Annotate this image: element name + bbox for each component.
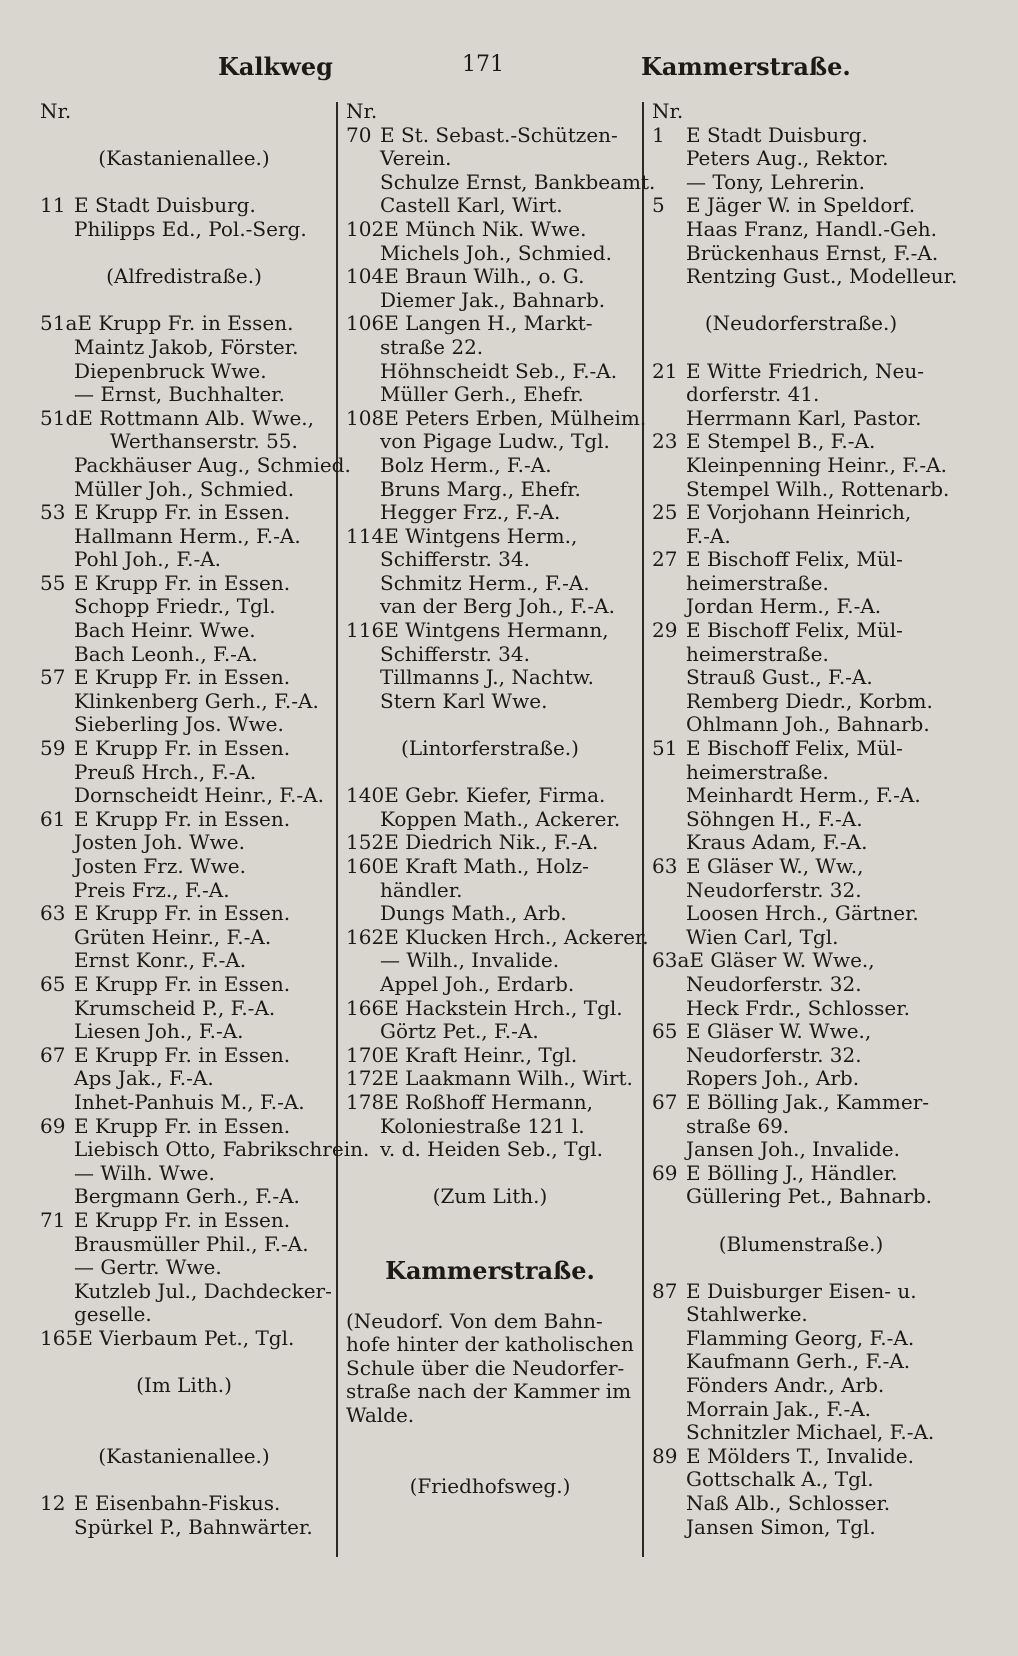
street-description: Walde.	[346, 1403, 415, 1428]
house-number: 61	[40, 806, 66, 831]
entry-text: E Gläser W. Wwe.,	[689, 948, 875, 973]
resident-line: Krumscheid P., F.-A.	[74, 995, 276, 1020]
house-entry	[40, 902, 328, 926]
house-number: 104	[346, 264, 385, 289]
entry-text: E Klucken Hrch., Ackerer.	[384, 924, 649, 949]
resident-line: Stahlwerke.	[686, 1302, 808, 1327]
resident-line: — Ernst, Buchhalter.	[74, 382, 285, 407]
entry-text: E Peters Erben, Mülheim.	[384, 405, 647, 430]
resident-line: Koloniestraße 121 l.	[380, 1113, 585, 1138]
resident-line: Maintz Jakob, Förster.	[74, 334, 299, 359]
house-number: 23	[652, 429, 678, 454]
house-number: 89	[652, 1443, 678, 1468]
resident-line: Bach Heinr. Wwe.	[74, 618, 256, 643]
entry-text: E Bölling J., Händler.	[686, 1160, 898, 1185]
resident-line: straße 22.	[380, 334, 484, 359]
entry-text: E Krupp Fr. in Essen.	[74, 806, 291, 831]
resident-line: Koppen Math., Ackerer.	[380, 806, 621, 831]
house-number: 172	[346, 1066, 385, 1091]
house-number: 51d	[40, 405, 79, 430]
entry-text: E Vierbaum Pet., Tgl.	[78, 1325, 295, 1350]
spacer	[652, 336, 950, 360]
column-heading: Nr.	[346, 99, 378, 123]
resident-line: Pohl Joh., F.-A.	[74, 547, 222, 572]
house-number: 165	[40, 1325, 79, 1350]
resident-line: Morrain Jak., F.-A.	[686, 1396, 872, 1421]
resident-line: Heck Frdr., Schlosser.	[686, 995, 910, 1020]
house-entry	[40, 973, 328, 997]
running-head-right: Kammerstraße.	[641, 52, 851, 81]
street-section-heading: (Lintorferstraße.)	[401, 736, 579, 761]
entry-text: E Stempel B., F.-A.	[686, 429, 876, 454]
resident-line: v. d. Heiden Seb., Tgl.	[380, 1137, 604, 1162]
entry-text: E Wintgens Hermann,	[384, 618, 609, 643]
house-number: 25	[652, 500, 678, 525]
entry-text: E Krupp Fr. in Essen.	[74, 901, 291, 926]
resident-line: Wien Carl, Tgl.	[686, 924, 839, 949]
entry-text: E Krupp Fr. in Essen.	[74, 1042, 291, 1067]
house-entry	[346, 784, 634, 808]
column-divider	[642, 102, 644, 1557]
resident-line: Stern Karl Wwe.	[380, 688, 548, 713]
house-number: 67	[40, 1042, 66, 1067]
house-entry	[40, 194, 328, 218]
resident-line: — Tony, Lehrerin.	[686, 169, 866, 194]
resident-line: Michels Joh., Schmied.	[380, 240, 612, 265]
house-entry	[652, 1020, 950, 1044]
house-entry	[40, 1209, 328, 1233]
resident-line: Herrmann Karl, Pastor.	[686, 405, 922, 430]
house-number: 87	[652, 1278, 678, 1303]
house-entry	[346, 924, 649, 950]
house-entry	[652, 194, 950, 218]
resident-line: Klinkenberg Gerh., F.-A.	[74, 688, 319, 713]
resident-line: Peters Aug., Rektor.	[686, 146, 889, 171]
house-number: 67	[652, 1089, 678, 1114]
house-entry	[652, 737, 950, 761]
resident-line: Philipps Ed., Pol.-Serg.	[74, 216, 307, 241]
resident-line: Höhnscheidt Seb., F.-A.	[380, 358, 618, 383]
house-entry	[40, 407, 328, 431]
entry-text: E Laakmann Wilh., Wirt.	[384, 1066, 633, 1091]
entry-text: E Krupp Fr. in Essen.	[74, 736, 291, 761]
house-entry	[40, 312, 328, 336]
resident-line: Gottschalk A., Tgl.	[686, 1467, 874, 1492]
resident-line: Schulze Ernst, Bankbeamt.	[380, 169, 656, 194]
house-entry	[652, 619, 950, 643]
entry-text: E Braun Wilh., o. G.	[384, 264, 585, 289]
resident-line: Liesen Joh., F.-A.	[74, 1019, 244, 1044]
house-entry	[652, 430, 950, 454]
house-entry	[652, 548, 950, 572]
house-number: 21	[652, 358, 678, 383]
entry-text: E Bischoff Felix, Mül-	[686, 618, 903, 643]
house-number: 65	[652, 1019, 678, 1044]
resident-line: Schifferstr. 34.	[380, 641, 530, 666]
resident-line: geselle.	[74, 1302, 152, 1327]
resident-line: Müller Joh., Schmied.	[74, 476, 295, 501]
resident-line: Jansen Joh., Invalide.	[686, 1137, 900, 1162]
street-description: (Neudorf. Von dem Bahn-	[346, 1308, 603, 1333]
entry-text: E Bölling Jak., Kammer-	[686, 1089, 930, 1114]
house-number: 106	[346, 311, 385, 336]
house-entry	[346, 855, 634, 879]
entry-text: E Stadt Duisburg.	[686, 122, 868, 147]
spacer	[652, 289, 950, 313]
resident-line: Bergmann Gerh., F.-A.	[74, 1184, 300, 1209]
resident-line: dorferstr. 41.	[686, 382, 820, 407]
column-heading: Nr.	[652, 99, 684, 123]
continuation-line: Werthanserstr. 55.	[110, 429, 298, 454]
resident-line: heimerstraße.	[686, 570, 829, 595]
resident-line: Schifferstr. 34.	[380, 547, 530, 572]
house-number: 69	[652, 1160, 678, 1185]
spacer	[346, 713, 634, 737]
entry-text: E Wintgens Herm.,	[384, 523, 578, 548]
resident-line: Kleinpenning Heinr., F.-A.	[686, 452, 947, 477]
house-entry	[346, 619, 634, 643]
entry-text: E Roßhoff Hermann,	[384, 1089, 593, 1114]
resident-line: Inhet-Panhuis M., F.-A.	[74, 1089, 305, 1114]
house-entry	[652, 501, 950, 525]
column-2	[346, 99, 656, 1498]
spacer	[346, 1209, 634, 1233]
spacer	[40, 1398, 328, 1422]
house-entry	[40, 666, 328, 690]
resident-line: Preis Frz., F.-A.	[74, 877, 230, 902]
resident-line: Flamming Georg, F.-A.	[686, 1325, 915, 1350]
street-section-heading: (Kastanienallee.)	[98, 146, 270, 171]
house-entry	[346, 1067, 634, 1091]
resident-line: Ohlmann Joh., Bahnarb.	[686, 712, 930, 737]
resident-line: Brausmüller Phil., F.-A.	[74, 1231, 309, 1256]
house-entry	[346, 124, 634, 148]
resident-line: Kaufmann Gerh., F.-A.	[686, 1349, 911, 1374]
house-number: 27	[652, 547, 678, 572]
resident-line: Grüten Heinr., F.-A.	[74, 924, 272, 949]
column-heading: Nr.	[40, 99, 72, 123]
resident-line: Diepenbruck Wwe.	[74, 358, 267, 383]
entry-text: E Stadt Duisburg.	[74, 193, 256, 218]
resident-line: Neudorferstr. 32.	[686, 971, 862, 996]
resident-line: Stempel Wilh., Rottenarb.	[686, 476, 950, 501]
resident-line: Sieberling Jos. Wwe.	[74, 712, 284, 737]
resident-line: Kraus Adam, F.-A.	[686, 830, 868, 855]
resident-line: Dungs Math., Arb.	[380, 901, 567, 926]
street-section-heading: (Neudorferstraße.)	[704, 311, 898, 336]
entry-text: E Eisenbahn-Fiskus.	[74, 1491, 281, 1516]
house-entry	[40, 501, 328, 525]
resident-line: Ropers Joh., Arb.	[686, 1066, 860, 1091]
resident-line: Güllering Pet., Bahnarb.	[686, 1184, 933, 1209]
spacer	[346, 1233, 634, 1257]
house-number: 102	[346, 216, 385, 241]
street-section-heading: (Im Lith.)	[136, 1373, 232, 1398]
house-number: 160	[346, 854, 385, 878]
house-number: 108	[346, 405, 385, 430]
house-number: 1	[652, 122, 665, 147]
resident-line: Dornscheidt Heinr., F.-A.	[74, 783, 324, 808]
street-section-heading: (Friedhofsweg.)	[409, 1473, 571, 1498]
house-number: 63	[40, 901, 66, 926]
house-number: 170	[346, 1042, 385, 1067]
spacer	[40, 289, 328, 313]
house-entry	[652, 1091, 950, 1115]
resident-line: Meinhardt Herm., F.-A.	[686, 783, 921, 808]
entry-text: E Krupp Fr. in Essen.	[74, 665, 291, 690]
house-entry	[346, 831, 634, 855]
entry-text: E Jäger W. in Speldorf.	[686, 193, 916, 218]
resident-line: händler.	[380, 877, 463, 902]
house-entry	[40, 737, 328, 761]
resident-line: Hallmann Herm., F.-A.	[74, 523, 301, 548]
spacer	[40, 1350, 328, 1374]
street-description: straße nach der Kammer im	[346, 1379, 632, 1404]
street-description: Schule über die Neudorfer-	[346, 1355, 625, 1380]
entry-text: E Diedrich Nik., F.-A.	[384, 830, 599, 855]
resident-line: Neudorferstr. 32.	[686, 1042, 862, 1067]
house-entry	[652, 949, 950, 973]
resident-line: Verein.	[380, 146, 452, 171]
resident-line: Spürkel P., Bahnwärter.	[74, 1514, 313, 1539]
resident-line: Preuß Hrch., F.-A.	[74, 759, 257, 784]
street-section-heading: (Zum Lith.)	[432, 1184, 548, 1209]
resident-line: Josten Joh. Wwe.	[74, 830, 245, 855]
house-number: 152	[346, 830, 385, 855]
resident-line: — Wilh., Invalide.	[380, 948, 560, 973]
entry-text: E Mölders T., Invalide.	[686, 1443, 914, 1468]
house-number: 65	[40, 971, 66, 996]
resident-line: Neudorferstr. 32.	[686, 877, 862, 902]
resident-line: Aps Jak., F.-A.	[74, 1066, 214, 1091]
resident-line: von Pigage Ludw., Tgl.	[380, 429, 610, 454]
entry-text: E Krupp Fr. in Essen.	[74, 570, 291, 595]
house-number: 70	[346, 122, 372, 147]
house-entry	[40, 1327, 328, 1351]
house-number: 166	[346, 995, 385, 1020]
resident-line: Remberg Diedr., Korbm.	[686, 688, 933, 713]
house-number: 178	[346, 1089, 385, 1114]
entry-text: E Krupp Fr. in Essen.	[77, 311, 294, 336]
house-number: 29	[652, 618, 678, 643]
page-header	[0, 48, 1018, 88]
entry-text: E Krupp Fr. in Essen.	[74, 1207, 291, 1232]
resident-line: Naß Alb., Schlosser.	[686, 1491, 891, 1516]
house-number: 63	[652, 854, 678, 878]
entry-text: E Krupp Fr. in Essen.	[74, 971, 291, 996]
resident-line: Jansen Simon, Tgl.	[686, 1514, 876, 1539]
house-entry	[346, 997, 634, 1021]
house-entry	[346, 405, 647, 431]
resident-line: Bruns Marg., Ehefr.	[380, 476, 581, 501]
house-number: 5	[652, 193, 665, 218]
resident-line: Bolz Herm., F.-A.	[380, 452, 552, 477]
resident-line: Kutzleb Jul., Dachdecker-	[74, 1278, 332, 1303]
entry-text: E Duisburger Eisen- u.	[686, 1278, 917, 1303]
resident-line: Packhäuser Aug., Schmied.	[74, 452, 351, 477]
entry-text: E Münch Nik. Wwe.	[384, 216, 587, 241]
resident-line: Rentzing Gust., Modelleur.	[686, 264, 958, 289]
spacer	[346, 761, 634, 785]
entry-text: E Gebr. Kiefer, Firma.	[384, 783, 606, 808]
spacer	[652, 1256, 950, 1280]
resident-line: Bach Leonh., F.-A.	[74, 641, 258, 666]
spacer	[40, 1468, 328, 1492]
entry-text: E Vorjohann Heinrich,	[686, 500, 912, 525]
house-entry	[346, 1091, 634, 1115]
house-entry	[652, 360, 950, 384]
entry-text: E Kraft Math., Holz-	[384, 854, 589, 878]
house-entry	[40, 572, 328, 596]
street-section-heading: (Blumenstraße.)	[718, 1231, 884, 1256]
resident-line: Loosen Hrch., Gärtner.	[686, 901, 919, 926]
resident-line: Görtz Pet., F.-A.	[380, 1019, 539, 1044]
house-entry	[40, 1115, 328, 1139]
resident-line: — Gertr. Wwe.	[74, 1255, 222, 1280]
entry-text: E Bischoff Felix, Mül-	[686, 547, 903, 572]
spacer	[346, 1162, 634, 1186]
house-entry	[652, 1162, 950, 1186]
house-number: 162	[346, 924, 385, 949]
house-number: 71	[40, 1207, 66, 1232]
column-divider	[336, 102, 338, 1557]
spacer	[40, 124, 328, 148]
resident-line: — Wilh. Wwe.	[74, 1160, 215, 1185]
spacer	[40, 1421, 328, 1445]
resident-line: Jordan Herm., F.-A.	[686, 594, 882, 619]
house-number: 11	[40, 193, 66, 218]
house-number: 69	[40, 1113, 66, 1138]
house-entry	[346, 265, 634, 289]
resident-line: straße 69.	[686, 1113, 790, 1138]
resident-line: Fönders Andr., Arb.	[686, 1373, 885, 1398]
entry-text: E Gläser W. Wwe.,	[686, 1019, 872, 1044]
house-number: 57	[40, 665, 66, 690]
street-section-heading: (Alfredistraße.)	[106, 264, 262, 289]
house-entry	[652, 1445, 950, 1469]
house-entry	[40, 1492, 328, 1516]
spacer	[652, 1209, 950, 1233]
resident-line: Haas Franz, Handl.-Geh.	[686, 216, 938, 241]
resident-line: Müller Gerh., Ehefr.	[380, 382, 584, 407]
resident-line: F.-A.	[686, 523, 731, 548]
entry-text: E Witte Friedrich, Neu-	[686, 358, 925, 383]
entry-text: E Gläser W., Ww.,	[686, 854, 864, 878]
street-section-heading: (Kastanienallee.)	[98, 1443, 270, 1468]
house-number: 59	[40, 736, 66, 761]
house-number: 116	[346, 618, 385, 643]
resident-line: Schnitzler Michael, F.-A.	[686, 1420, 935, 1445]
resident-line: Schopp Friedr., Tgl.	[74, 594, 276, 619]
spacer	[346, 1286, 634, 1310]
resident-line: Ernst Konr., F.-A.	[74, 948, 247, 973]
page-number: 171	[462, 52, 504, 77]
spacer	[40, 171, 328, 195]
resident-line: Söhngen H., F.-A.	[686, 806, 863, 831]
entry-text: E St. Sebast.-Schützen-	[380, 122, 618, 147]
house-entry	[652, 855, 950, 879]
house-entry	[40, 808, 328, 832]
house-number: 51	[652, 736, 678, 761]
house-number: 63a	[652, 948, 690, 973]
house-entry	[652, 124, 950, 148]
entry-text: E Bischoff Felix, Mül-	[686, 736, 903, 761]
house-number: 51a	[40, 311, 78, 336]
resident-line: Castell Karl, Wirt.	[380, 193, 563, 218]
house-number: 114	[346, 523, 385, 548]
entry-text: E Rottmann Alb. Wwe.,	[78, 405, 314, 430]
spacer	[40, 242, 328, 266]
street-description: hofe hinter der katholischen	[346, 1332, 634, 1357]
spacer	[346, 1428, 634, 1452]
entry-text: E Langen H., Markt-	[384, 311, 593, 336]
house-number: 53	[40, 500, 66, 525]
resident-line: Josten Frz. Wwe.	[74, 854, 246, 878]
entry-text: E Kraft Heinr., Tgl.	[384, 1042, 578, 1067]
resident-line: van der Berg Joh., F.-A.	[380, 594, 615, 619]
house-entry	[40, 1044, 328, 1068]
entry-text: E Hackstein Hrch., Tgl.	[384, 995, 623, 1020]
resident-line: Strauß Gust., F.-A.	[686, 665, 873, 690]
resident-line: Hegger Frz., F.-A.	[380, 500, 561, 525]
house-number: 140	[346, 783, 385, 808]
spacer	[346, 1451, 634, 1475]
running-head-left: Kalkweg	[218, 52, 333, 81]
house-entry	[346, 1044, 634, 1068]
house-number: 55	[40, 570, 66, 595]
resident-line: heimerstraße.	[686, 759, 829, 784]
column-3	[652, 99, 958, 1539]
house-number: 12	[40, 1491, 66, 1516]
street-title: Kammerstraße.	[385, 1256, 595, 1286]
entry-text: E Krupp Fr. in Essen.	[74, 500, 291, 525]
house-entry	[346, 312, 634, 336]
resident-line: heimerstraße.	[686, 641, 829, 666]
resident-line: Schmitz Herm., F.-A.	[380, 570, 590, 595]
resident-line: Appel Joh., Erdarb.	[380, 971, 575, 996]
resident-line: Diemer Jak., Bahnarb.	[380, 287, 606, 312]
house-entry	[346, 525, 634, 549]
house-entry	[346, 218, 634, 242]
entry-text: E Krupp Fr. in Essen.	[74, 1113, 291, 1138]
resident-line: Liebisch Otto, Fabrikschrein.	[74, 1137, 370, 1162]
house-entry	[652, 1280, 950, 1304]
resident-line: Tillmanns J., Nachtw.	[380, 665, 594, 690]
resident-line: Brückenhaus Ernst, F.-A.	[686, 240, 939, 265]
